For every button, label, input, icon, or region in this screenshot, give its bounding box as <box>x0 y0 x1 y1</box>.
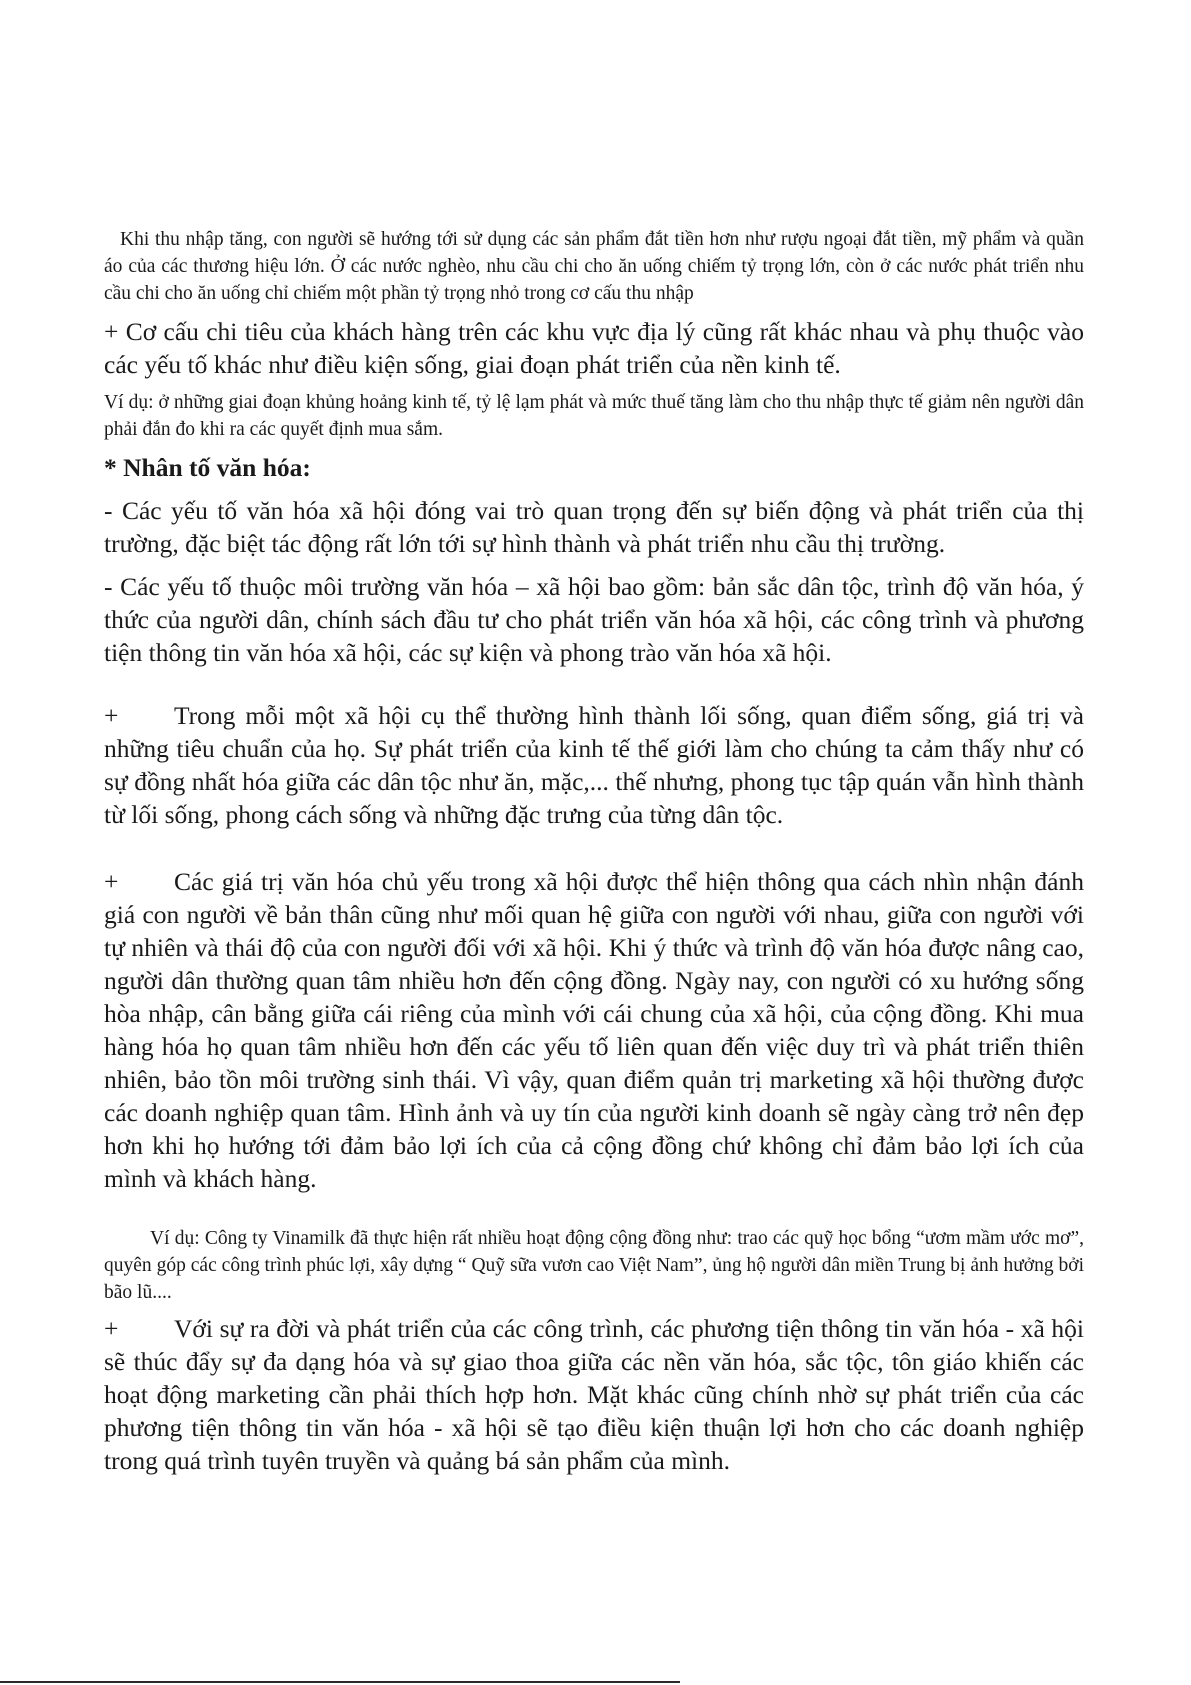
paragraph-culture-role: - Các yếu tố văn hóa xã hội đóng vai trò quan trọng đến sự biến động và phát triển của thị trường, đặc biệt tác động rất lớn tới sự hình thành và phát triển nhu cầu thị trường. <box>104 496 1084 558</box>
paragraph-culture-factors: - Các yếu tố thuộc môi trường văn hóa – xã hội bao gồm: bản sắc dân tộc, trình độ văn hóa, ý thức của người dân, chính sách đầu tư cho phát triển văn hóa xã hội, các công trình và phương tiện thông tin văn hóa xã hội, các sự kiện và phong trào văn hóa xã hội. <box>104 572 1084 667</box>
footer-divider <box>0 1681 680 1683</box>
bullet-marker: + <box>104 701 119 730</box>
paragraph-cultural-values <box>104 865 1084 1195</box>
paragraph-example-crisis: Ví dụ: ở những giai đoạn khủng hoảng kinh tế, tỷ lệ lạm phát và mức thuế tăng làm cho thu nhập thực tế giảm nên người dân phải đắn đo khi ra các quyết định mua sắm. <box>104 392 1084 440</box>
document-page <box>104 226 1084 1477</box>
paragraph-spending-structure: + Cơ cấu chi tiêu của khách hàng trên các khu vực địa lý cũng rất khác nhau và phụ thuộc vào các yếu tố khác như điều kiện sống, giai đoạn phát triển của nền kinh tế. <box>104 317 1084 379</box>
bullet-marker: + <box>104 867 119 896</box>
paragraph-cultural-values-text: Các giá trị văn hóa chủ yếu trong xã hội được thể hiện thông qua cách nhìn nhận đánh giá con người về bản thân cũng như mối quan hệ giữa con người với nhau, giữa con người với tự nhiên và thái độ của con người đối với xã hội. Khi ý thức và trình độ văn hóa được nâng cao, người dân thường quan tâm nhiều hơn đến cộng đồng. Ngày nay, con người có xu hướng sống hòa nhập, cân bằng giữa cái riêng của mình với cái chung của xã hội, của cộng đồng. Khi mua hàng hóa họ quan tâm nhiều hơn đến các yếu tố liên quan đến việc duy trì và phát triển thiên nhiên, bảo tồn môi trường sinh thái. Vì vậy, quan điểm quản trị marketing xã hội thường được các doanh nghiệp quan tâm. Hình ảnh và uy tín của người kinh doanh sẽ ngày càng trở nên đẹp hơn khi họ hướng tới đảm bảo lợi ích của cả cộng đồng chứ không chỉ đảm bảo lợi ích của mình và khách hàng. <box>104 867 1084 1193</box>
paragraph-media <box>104 1312 1084 1477</box>
section-heading-culture: * Nhân tố văn hóa: <box>104 453 311 482</box>
paragraph-lifestyle <box>104 699 1084 831</box>
paragraph-lifestyle-text: Trong mỗi một xã hội cụ thể thường hình thành lối sống, quan điểm sống, giá trị và những tiêu chuẩn của họ. Sự phát triển của kinh tế thế giới làm cho chúng ta cảm thấy như có sự đồng nhất hóa giữa các dân tộc như ăn, mặc,... thế nhưng, phong tục tập quán vẫn hình thành từ lối sống, phong cách sống và những đặc trưng của từng dân tộc. <box>104 701 1084 829</box>
bullet-marker: + <box>104 1314 119 1343</box>
paragraph-media-text: Với sự ra đời và phát triển của các công trình, các phương tiện thông tin văn hóa - xã hội sẽ thúc đẩy sự đa dạng hóa và sự giao thoa giữa các nền văn hóa, sắc tộc, tôn giáo khiến các hoạt động marketing cần phải thích hợp hơn. Mặt khác cũng chính nhờ sự phát triển của các phương tiện thông tin văn hóa - xã hội sẽ tạo điều kiện thuận lợi hơn cho các doanh nghiệp trong quá trình tuyên truyền và quảng bá sản phẩm của mình. <box>104 1314 1084 1475</box>
paragraph-example-vinamilk: Ví dụ: Công ty Vinamilk đã thực hiện rất nhiều hoạt động cộng đồng như: trao các quỹ học bổng “ươm mầm ước mơ”, quyên góp các công trình phúc lợi, xây dựng “ Quỹ sữa vươn cao Việt Nam”, ủng hộ người dân miền Trung bị ảnh hưởng bởi bão lũ.... <box>104 1228 1084 1303</box>
paragraph-income: Khi thu nhập tăng, con người sẽ hướng tới sử dụng các sản phẩm đắt tiền hơn như rượu ngoại đắt tiền, mỹ phẩm và quần áo của các thương hiệu lớn. Ở các nước nghèo, nhu cầu chi cho ăn uống chiếm tỷ trọng lớn, còn ở các nước phát triển nhu cầu chi cho ăn uống chỉ chiếm một phần tỷ trọng nhỏ trong cơ cấu thu nhập <box>104 229 1084 304</box>
